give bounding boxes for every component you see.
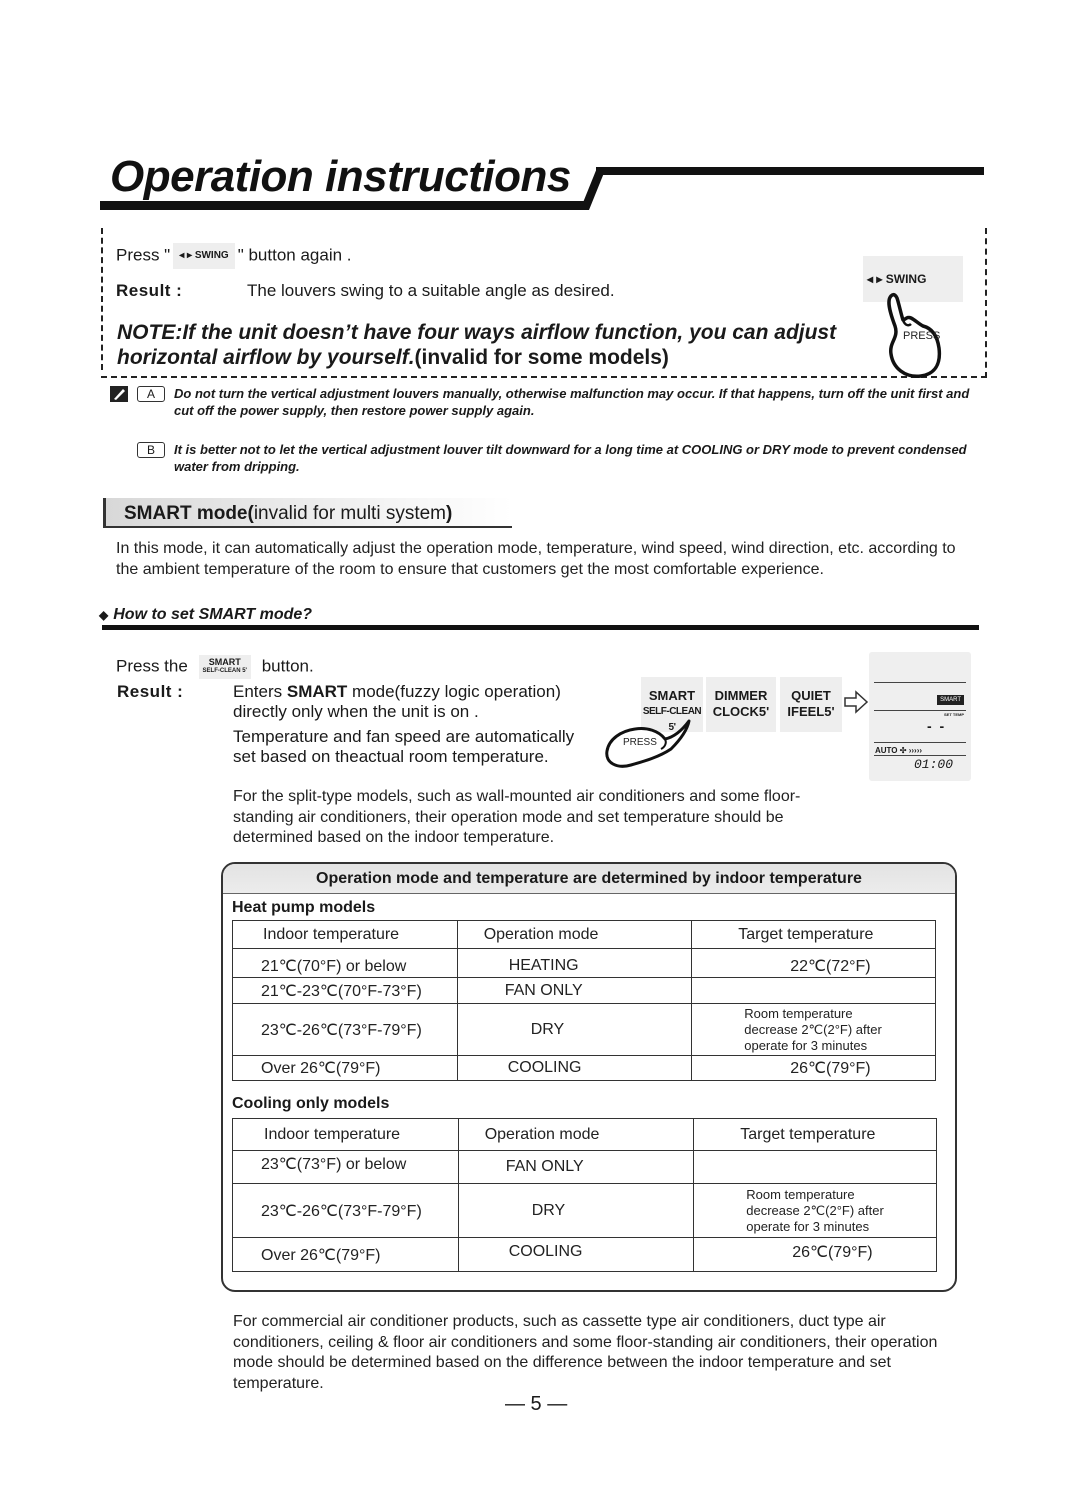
left-right-arrows-icon: ◂ ▸ [179, 250, 193, 261]
smart-result-text: Enters SMART mode(fuzzy logic operation) directly only when the unit is on . Temperature and fan speed are automatically set based on theactual room temperature. [233, 682, 575, 766]
press-label: PRESS [623, 737, 657, 748]
lcd-timer: 01:00 [913, 757, 953, 772]
left-right-arrows-icon: ◂ ▸ [867, 272, 883, 286]
fan-speed-arrows-icon: ››››› [908, 746, 923, 755]
press-label: PRESS [903, 330, 941, 342]
swing-key-inline: ◂ ▸ SWING [173, 243, 235, 269]
smart-key-inline: SMART SELF-CLEAN 5' [199, 655, 251, 679]
airflow-note: NOTE:If the unit doesn’t have four ways airflow function, you can adjust horizontal airflow by yourself.(invalid for some models) [117, 321, 837, 369]
remote-dimmer-button[interactable]: DIMMER CLOCK5' [706, 677, 776, 732]
table-header-row: Indoor temperature Operation mode Target temperature [233, 1119, 937, 1151]
title-rule-top [596, 167, 984, 175]
title-underline [100, 201, 588, 210]
swing-result-text: The louvers swing to a suitable angle as desired. [247, 281, 615, 300]
table-row: 21℃(70°F) or below HEATING 22℃(72°F) [233, 949, 936, 978]
split-type-paragraph: For the split-type models, such as wall-mounted air conditioners and some floor-standing air conditioners, their operation mode and set temperature should be determined based on the indoor temperature. [233, 788, 801, 846]
table-row: 23℃-26℃(73°F-79°F) DRY Room temperature decrease 2℃(2°F) after operate for 3 minutes [233, 1184, 937, 1238]
fan-icon: ✣ [899, 746, 907, 755]
how-to-heading: ◆ How to set SMART mode? [99, 606, 313, 623]
caution-b-text: It is better not to let the vertical adjustment louver tilt downward for a long time at COOLING or DRY mode to prevent condensed water from dripping. [174, 442, 967, 474]
table-row: 23℃-26℃(73°F-79°F) DRY Room temperature decrease 2℃(2°F) after operate for 3 minutes [233, 1004, 936, 1056]
diamond-bullet-icon: ◆ [99, 608, 109, 622]
table-row: Over 26℃(79°F) COOLING 26℃(79°F) [233, 1056, 936, 1081]
smart-section-heading: SMART mode(invalid for multi system) [103, 498, 512, 528]
caution-pencil-icon [110, 386, 128, 402]
table-row: Over 26℃(79°F) COOLING 26℃(79°F) [233, 1238, 937, 1272]
swing-result-label: Result : [116, 281, 183, 300]
how-to-rule [102, 625, 979, 630]
lcd-smart-badge: SMART [937, 695, 964, 705]
caution-a [137, 385, 165, 402]
dashed-border-left [101, 228, 103, 370]
caution-a-text: Do not turn the vertical adjustment louvers manually, otherwise malfunction may occur. If that happens, turn off the unit first and cut off the power supply, then restore power supply again. [174, 386, 970, 418]
commercial-paragraph: For commercial air conditioner products, such as cassette type air conditioners, duct type air conditioners, ceiling & floor air conditioners and some floor-standing air conditioners, their operation mode should be determined based on the difference between the indoor temperature and set temperature. [233, 1313, 938, 1392]
caution-letter-a: A [137, 386, 165, 402]
panel-title: Operation mode and temperature are determined by indoor temperature [223, 864, 955, 894]
caution-letter-b: B [137, 442, 165, 458]
heat-pump-heading: Heat pump models [232, 899, 376, 916]
cooling-only-heading: Cooling only models [232, 1095, 390, 1112]
page-title: Operation instructions [110, 152, 571, 201]
dashed-border-right [985, 228, 987, 378]
remote-smart-button[interactable]: SMART SELF-CLEAN 5' [641, 677, 703, 732]
heat-pump-table [232, 920, 936, 1081]
swing-button-illustration[interactable]: ◂ ▸ SWING [863, 256, 963, 302]
swing-press-instruction: Press " ◂ ▸ SWING " button again . [116, 243, 352, 269]
cooling-only-table [232, 1118, 937, 1272]
lcd-set-temp-label: SET TEMP [943, 712, 964, 717]
lcd-display [869, 652, 971, 781]
smart-press-instruction: Press the SMART SELF-CLEAN 5' button. [116, 655, 314, 679]
right-arrow-outline-icon [843, 690, 869, 714]
table-row: 23℃(73°F) or below FAN ONLY [233, 1151, 937, 1184]
smart-intro: In this mode, it can automatically adjust the operation mode, temperature, wind speed, wind direction, etc. according to the ambient temperature of the room to ensure that customers get the most comfortable experience. [116, 540, 956, 578]
smart-result-label: Result : [117, 682, 184, 701]
remote-quiet-button[interactable]: QUIET IFEEL5' [780, 677, 842, 732]
lcd-temp-value: - - [927, 718, 947, 734]
page-number: — 5 — [505, 1393, 568, 1415]
dashed-border-bottom [101, 376, 987, 378]
table-header-row: Indoor temperature Operation mode Target temperature [233, 921, 936, 949]
lcd-mode-row: AUTO ✣ ››››› [875, 746, 923, 755]
table-row: 21℃-23℃(70°F-73°F) FAN ONLY [233, 978, 936, 1004]
caution-b [137, 441, 165, 458]
